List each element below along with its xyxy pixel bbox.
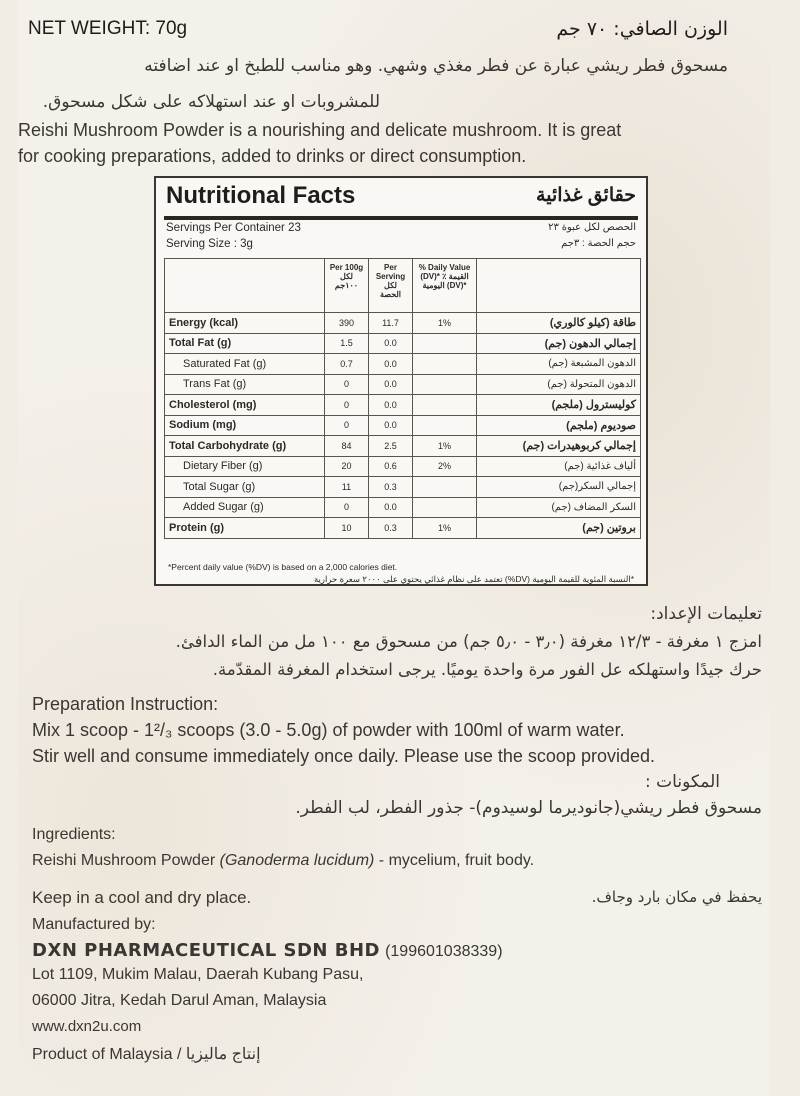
- ingredients-text-post: - mycelium, fruit body.: [374, 852, 535, 869]
- ingredients-latin-name: (Ganoderma lucidum): [219, 852, 375, 869]
- nutrient-name-ar: الدهون المشبعة (جم): [477, 354, 641, 375]
- table-row: [165, 497, 641, 518]
- ingredients-text-pre: Reishi Mushroom Powder: [32, 852, 220, 869]
- manufacturer-address-2: 06000 Jitra, Kedah Darul Aman, Malaysia: [32, 992, 327, 1009]
- description-ar-line2: للمشروبات او عند استهلاكه على شكل مسحوق.: [42, 92, 380, 112]
- nutrient-name: Trans Fat (g): [165, 374, 325, 395]
- net-weight: NET WEIGHT: 70g: [28, 18, 188, 39]
- table-row: [165, 477, 641, 498]
- nutrient-name: Sodium (mg): [165, 415, 325, 436]
- header-daily-value: % Daily Value (DV)* ٪ القيمة اليومية (DV)*: [413, 259, 477, 313]
- per-serving-value: 0.0: [369, 497, 413, 518]
- header-per-serving: Per Serving لكل الحصة: [369, 259, 413, 313]
- ingredients-text-en: [32, 852, 534, 870]
- per100-value: 0: [325, 374, 369, 395]
- nutrient-name: Total Fat (g): [165, 333, 325, 354]
- nutrient-name-ar: بروتين (جم): [477, 518, 641, 539]
- footnote-en: *Percent daily value (%DV) is based on a 2,000 calories diet.: [168, 562, 398, 572]
- per-serving-value: 11.7: [369, 313, 413, 334]
- nutrition-title-ar: حقائق غذائية: [536, 185, 636, 206]
- table-header-row: [165, 259, 641, 313]
- table-row: [165, 313, 641, 334]
- nutrient-name: Cholesterol (mg): [165, 395, 325, 416]
- per-serving-value: 2.5: [369, 436, 413, 457]
- per100-value: 11: [325, 477, 369, 498]
- nutrient-name-ar: كوليسترول (ملجم): [477, 395, 641, 416]
- daily-value: [413, 477, 477, 498]
- serving-size: Serving Size : 3g: [166, 238, 253, 250]
- nutrient-name-ar: الدهون المتحولة (جم): [477, 374, 641, 395]
- preparation-en-line1: Mix 1 scoop - 1²/₃ scoops (3.0 - 5.0g) of powder with 100ml of warm water.: [32, 720, 625, 740]
- per-serving-value: 0.3: [369, 477, 413, 498]
- description-en-line1: Reishi Mushroom Powder is a nourishing and delicate mushroom. It is great: [18, 120, 622, 140]
- table-row: [165, 436, 641, 457]
- preparation-ar-line2: حرك جيدًا واستهلكه عل الفور مرة واحدة يوميًا. يرجى استخدام المغرفة المقدّمة.: [212, 660, 762, 679]
- ingredients-heading-ar: المكونات :: [645, 772, 720, 792]
- preparation-ar-line1: امزج ١ مغرفة - ١٢/٣ مغرفة (٣٫٠ - ٥٫٠ جم) من مسحوق مع ١٠٠ مل من الماء الدافئ.: [175, 632, 762, 651]
- nutrition-facts-panel: [154, 176, 648, 586]
- per100-value: 0: [325, 415, 369, 436]
- preparation-en-line2: Stir well and consume immediately once daily. Please use the scoop provided.: [32, 746, 655, 766]
- nutrient-name-ar: صوديوم (ملجم): [477, 415, 641, 436]
- daily-value: 2%: [413, 456, 477, 477]
- manufacturer-reg: (199601038339): [385, 943, 503, 960]
- per-serving-value: 0.0: [369, 333, 413, 354]
- ingredients-text-ar: مسحوق فطر ريشي(جانوديرما لوسيدوم)- جذور الفطر، لب الفطر.: [295, 798, 762, 818]
- manufacturer-website: www.dxn2u.com: [32, 1018, 142, 1035]
- per-serving-value: 0.3: [369, 518, 413, 539]
- nutrition-title: Nutritional Facts: [166, 182, 356, 209]
- description-ar-line1: مسحوق فطر ريشي عبارة عن فطر مغذي وشهي. وهو مناسب للطبخ او عند اضافته: [144, 56, 728, 76]
- divider: [164, 216, 638, 220]
- nutrient-name-ar: إجمالي كربوهيدرات (جم): [477, 436, 641, 457]
- storage-en: Keep in a cool and dry place.: [32, 888, 252, 907]
- manufactured-by-label: Manufactured by:: [32, 916, 156, 933]
- nutrient-name: Protein (g): [165, 518, 325, 539]
- per100-value: 20: [325, 456, 369, 477]
- nutrient-name: Added Sugar (g): [165, 497, 325, 518]
- nutrient-name: Total Carbohydrate (g): [165, 436, 325, 457]
- per100-value: 1.5: [325, 333, 369, 354]
- header-blank: [165, 259, 325, 313]
- daily-value: [413, 374, 477, 395]
- per100-value: 0: [325, 497, 369, 518]
- nutrition-table: [164, 258, 641, 539]
- nutrient-name-ar: إجمالي الدهون (جم): [477, 333, 641, 354]
- preparation-heading-en: Preparation Instruction:: [32, 694, 219, 714]
- table-row: [165, 333, 641, 354]
- serving-size-ar: حجم الحصة : ٣جم: [561, 238, 636, 249]
- table-row: [165, 395, 641, 416]
- net-weight-ar: الوزن الصافي: ٧٠ جم: [556, 18, 728, 40]
- product-origin: Product of Malaysia / إنتاج ماليزيا: [32, 1046, 261, 1063]
- table-row: [165, 374, 641, 395]
- nutrient-name-ar: السكر المضاف (جم): [477, 497, 641, 518]
- daily-value: [413, 415, 477, 436]
- table-row: [165, 456, 641, 477]
- per100-value: 84: [325, 436, 369, 457]
- table-row: [165, 354, 641, 375]
- header-blank-ar: [477, 259, 641, 313]
- table-row: [165, 518, 641, 539]
- product-label: [18, 0, 770, 1096]
- per-serving-value: 0.0: [369, 395, 413, 416]
- servings-per-container: Servings Per Container 23: [166, 222, 301, 234]
- daily-value: [413, 395, 477, 416]
- daily-value: 1%: [413, 313, 477, 334]
- per100-value: 0: [325, 395, 369, 416]
- per-serving-value: 0.0: [369, 354, 413, 375]
- daily-value: [413, 497, 477, 518]
- nutrient-name: Energy (kcal): [165, 313, 325, 334]
- daily-value: [413, 333, 477, 354]
- manufacturer-name: DXN PHARMACEUTICAL SDN BHD: [32, 940, 380, 961]
- servings-per-container-ar: الحصص لكل عبوة ٢٣: [548, 222, 636, 233]
- storage-ar: يحفظ في مكان بارد وجاف.: [591, 888, 762, 906]
- nutrient-name: Saturated Fat (g): [165, 354, 325, 375]
- per-serving-value: 0.6: [369, 456, 413, 477]
- description-en-line2: for cooking preparations, added to drinks or direct consumption.: [18, 146, 527, 166]
- manufacturer-line: [32, 940, 503, 961]
- per-serving-value: 0.0: [369, 374, 413, 395]
- per100-value: 390: [325, 313, 369, 334]
- daily-value: 1%: [413, 436, 477, 457]
- daily-value: 1%: [413, 518, 477, 539]
- footnote-ar: *النسبة المئوية للقيمة اليومية (DV%) تعتمد على نظام غذائي يحتوي على ٢٠٠٠ سعرة حرارية: [313, 574, 634, 584]
- per100-value: 10: [325, 518, 369, 539]
- ingredients-heading-en: Ingredients:: [32, 826, 116, 843]
- nutrient-name-ar: ألياف غذائية (جم): [477, 456, 641, 477]
- per100-value: 0.7: [325, 354, 369, 375]
- nutrient-name-ar: إجمالي السكر(جم): [477, 477, 641, 498]
- nutrient-name: Dietary Fiber (g): [165, 456, 325, 477]
- preparation-heading-ar: تعليمات الإعداد:: [650, 604, 762, 624]
- daily-value: [413, 354, 477, 375]
- manufacturer-address-1: Lot 1109, Mukim Malau, Daerah Kubang Pasu,: [32, 966, 364, 983]
- per-serving-value: 0.0: [369, 415, 413, 436]
- nutrient-name-ar: طاقة (كيلو كالوري): [477, 313, 641, 334]
- table-row: [165, 415, 641, 436]
- header-per100: Per 100g لكل ١٠٠جم: [325, 259, 369, 313]
- nutrient-name: Total Sugar (g): [165, 477, 325, 498]
